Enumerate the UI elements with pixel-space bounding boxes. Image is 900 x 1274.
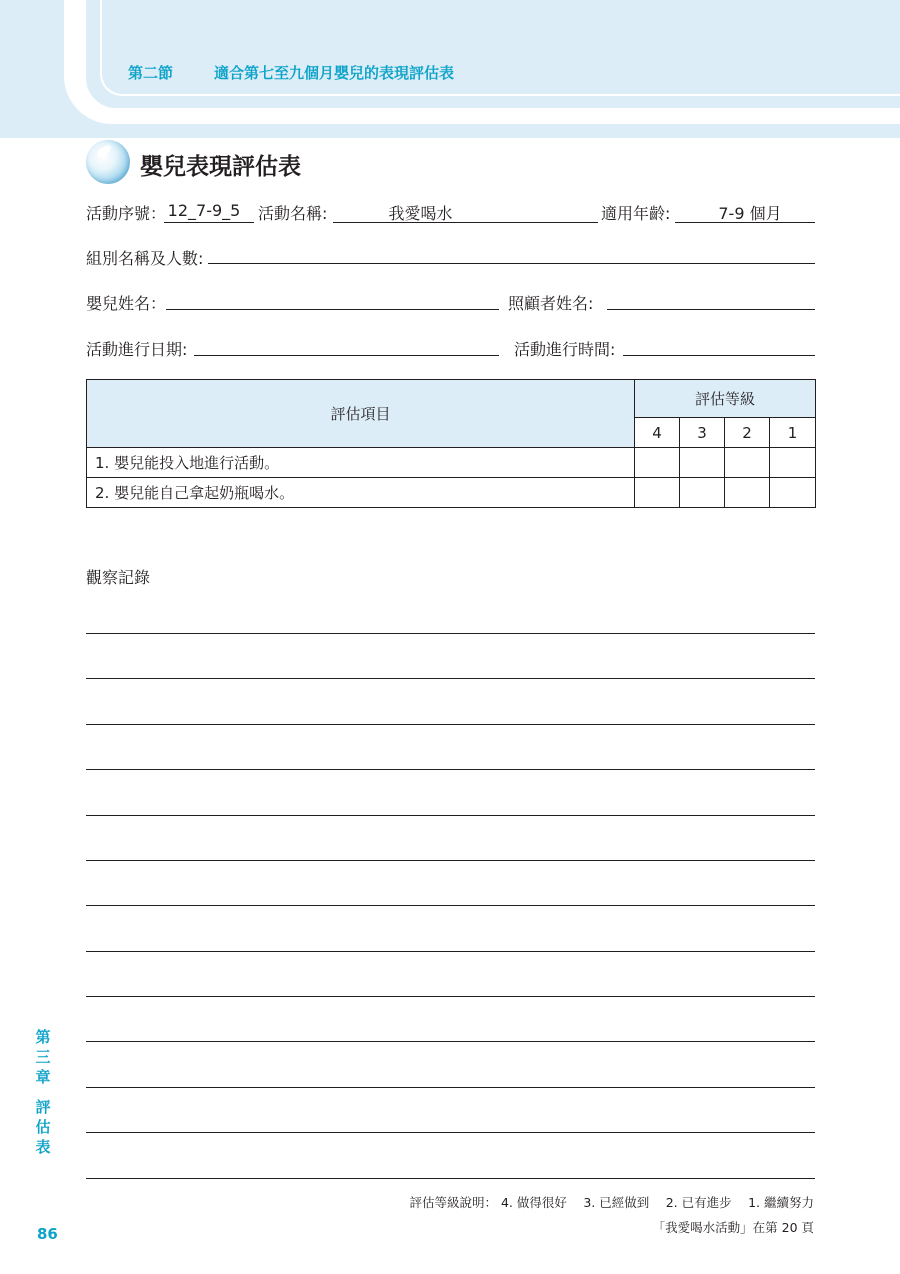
grade-cell-3[interactable] bbox=[680, 478, 725, 508]
side-char: 章 bbox=[35, 1068, 51, 1086]
side-char: 三 bbox=[35, 1048, 51, 1066]
section-title: 適合第七至九個月嬰兒的表現評估表 bbox=[214, 64, 455, 82]
observation-label: 觀察記錄 bbox=[86, 568, 151, 587]
observation-line[interactable] bbox=[86, 905, 815, 906]
item-column-header: 評估項目 bbox=[87, 380, 635, 448]
side-tab-chapter bbox=[34, 1027, 52, 1087]
grade-cell-2[interactable] bbox=[725, 448, 770, 478]
date-label: 活動進行日期: bbox=[86, 340, 188, 359]
grade-column-header: 評估等級 bbox=[635, 380, 816, 418]
grade-header-4: 4 bbox=[635, 418, 680, 448]
grade-legend: 評估等級說明： 4. 做得很好 3. 已經做到 2. 已有進步 1. 繼續努力 bbox=[409, 1195, 814, 1210]
observation-line[interactable] bbox=[86, 860, 815, 861]
activity-name-value[interactable]: 我愛喝水 bbox=[388, 204, 453, 223]
observation-line[interactable] bbox=[86, 1178, 815, 1179]
grade-cell-3[interactable] bbox=[680, 448, 725, 478]
caregiver-label: 照顧者姓名: bbox=[508, 294, 594, 313]
date-field[interactable] bbox=[194, 355, 499, 356]
age-value[interactable]: 7-9 個月 bbox=[718, 204, 782, 223]
observation-line[interactable] bbox=[86, 1087, 815, 1088]
observation-line[interactable] bbox=[86, 769, 815, 770]
observation-line[interactable] bbox=[86, 1041, 815, 1042]
table-row bbox=[87, 478, 816, 508]
group-label: 組別名稱及人數: bbox=[86, 249, 204, 268]
grade-cell-4[interactable] bbox=[635, 478, 680, 508]
side-char: 估 bbox=[35, 1118, 51, 1136]
item-text: 1. 嬰兒能投入地進行活動。 bbox=[87, 448, 635, 478]
activity-name-label: 活動名稱: bbox=[258, 204, 328, 223]
item-text: 2. 嬰兒能自己拿起奶瓶喝水。 bbox=[87, 478, 635, 508]
table-row bbox=[87, 448, 816, 478]
time-label: 活動進行時間: bbox=[514, 340, 616, 359]
form-title: 嬰兒表現評估表 bbox=[140, 154, 301, 180]
observation-line[interactable] bbox=[86, 996, 815, 997]
grade-cell-4[interactable] bbox=[635, 448, 680, 478]
baby-name-label: 嬰兒姓名： bbox=[86, 294, 167, 313]
evaluation-table bbox=[86, 379, 816, 508]
observation-line[interactable] bbox=[86, 724, 815, 725]
observation-line[interactable] bbox=[86, 815, 815, 816]
grade-cell-2[interactable] bbox=[725, 478, 770, 508]
baby-name-field[interactable] bbox=[166, 309, 499, 310]
group-field[interactable] bbox=[208, 263, 815, 264]
observation-line[interactable] bbox=[86, 633, 815, 634]
observation-line[interactable] bbox=[86, 951, 815, 952]
grade-header-3: 3 bbox=[680, 418, 725, 448]
activity-no-value[interactable]: 12_7-9_5 bbox=[167, 201, 241, 220]
side-char: 第 bbox=[35, 1028, 51, 1046]
side-tab-name bbox=[34, 1097, 52, 1157]
age-label: 適用年齡: bbox=[601, 204, 671, 223]
time-field[interactable] bbox=[623, 355, 815, 356]
observation-line[interactable] bbox=[86, 1132, 815, 1133]
side-char: 評 bbox=[35, 1098, 51, 1116]
grade-header-2: 2 bbox=[725, 418, 770, 448]
page-number: 86 bbox=[37, 1225, 58, 1243]
grade-cell-1[interactable] bbox=[770, 478, 816, 508]
page-reference: 「我愛喝水活動」在第 20 頁 bbox=[652, 1220, 814, 1235]
activity-no-label: 活動序號： bbox=[86, 204, 167, 223]
activity-no-line bbox=[164, 222, 254, 223]
caregiver-field[interactable] bbox=[607, 309, 815, 310]
observation-line[interactable] bbox=[86, 678, 815, 679]
side-char: 表 bbox=[35, 1138, 51, 1156]
grade-header-1: 1 bbox=[770, 418, 816, 448]
section-label: 第二節 bbox=[128, 64, 174, 82]
grade-cell-1[interactable] bbox=[770, 448, 816, 478]
